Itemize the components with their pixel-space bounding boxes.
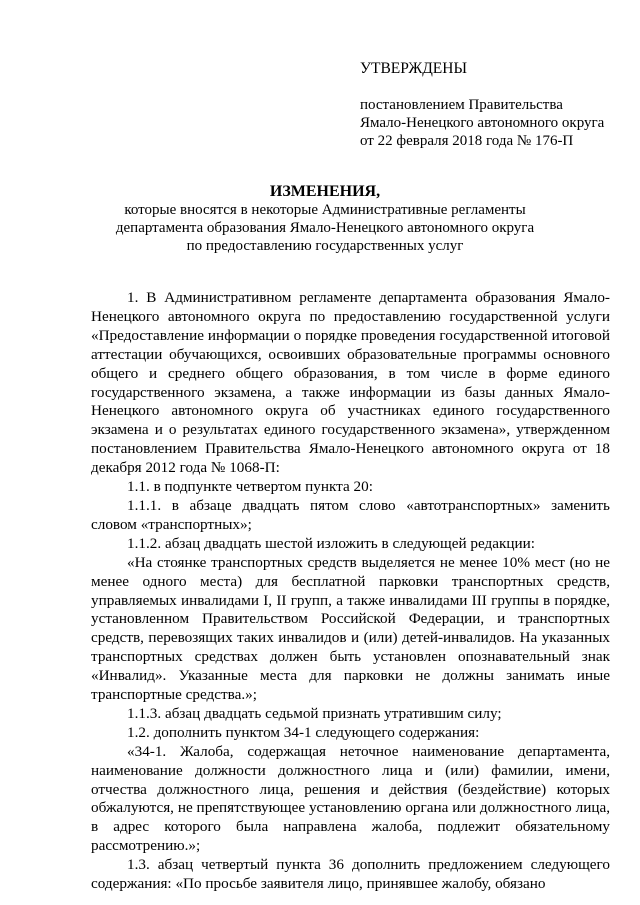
paragraph: «34-1. Жалоба, содержащая неточное наименование департамента, наименование должности должностного лица и (или) фамилии, имени, отчества должностного лица, решения и действия (бездействие) которых обжалуются, не препятствующее установлению органа или должностного лица, в адрес которого была направлена жалоба, подлежит обязательному рассмотрению.»; — [91, 742, 610, 855]
paragraph: 1.1.1. в абзаце двадцать пятом слово «автотранспортных» заменить словом «транспортных»; — [91, 496, 610, 533]
approval-block — [360, 60, 630, 150]
document-body — [91, 289, 610, 894]
document-title — [90, 183, 560, 255]
paragraph: 1. В Административном регламенте департамента образования Ямало-Ненецкого автономного округа по предоставлению государственной услуги «Предоставление информации о порядке проведения государственной итоговой аттестации обучающихся, освоивших образовательные программы основного общего и среднего общего образования, в том числе в форме единого государственного экзамена, а также информации из базы данных Ямало-Ненецкого автономного округа об участниках единого государственного экзамена и о результатах единого государственного экзамена», утвержденном постановлением Правительства Ямало-Ненецкого автономного округа от 18 декабря 2012 года № 1068-П: — [91, 289, 610, 477]
paragraph: 1.1.2. абзац двадцать шестой изложить в следующей редакции: — [127, 534, 535, 552]
title-heading: ИЗМЕНЕНИЯ, — [269, 183, 381, 200]
title-line-2: департамента образования Ямало-Ненецкого автономного округа — [115, 220, 535, 236]
paragraph: 1.1.3. абзац двадцать седьмой признать утратившим силу; — [127, 704, 502, 722]
paragraph: «На стоянке транспортных средств выделяется не менее 10% мест (но не менее одного места) для бесплатной парковки транспортных средств, управляемых инвалидами I, II групп, а также инвалидами III группы в порядке, установленном Правительством Российской Федерации, и транспортных средств, перевозящих таких инвалидов и (или) детей-инвалидов. На указанных транспортных средствах должен быть установлен опознавательный знак «Инвалид». Указанные места для парковки не должны занимать иные транспортные средства.»; — [91, 553, 610, 704]
approval-line-3: от 22 февраля 2018 года № 176-П — [360, 133, 574, 149]
title-line-3: по предоставлению государственных услуг — [186, 238, 464, 254]
paragraph: 1.2. дополнить пунктом 34-1 следующего содержания: — [127, 723, 480, 741]
approval-line-2: Ямало-Ненецкого автономного округа — [360, 115, 605, 131]
paragraph: 1.1. в подпункте четвертом пункта 20: — [127, 478, 373, 496]
approved-label: УТВЕРЖДЕНЫ — [360, 60, 467, 77]
title-line-1: которые вносятся в некоторые Административные регламенты — [124, 202, 526, 218]
paragraph: 1.3. абзац четвертый пункта 36 дополнить предложением следующего содержания: «По просьбе заявителя лицо, принявшее жалобу, обязано — [91, 856, 610, 893]
approval-line-1: постановлением Правительства — [360, 97, 563, 113]
